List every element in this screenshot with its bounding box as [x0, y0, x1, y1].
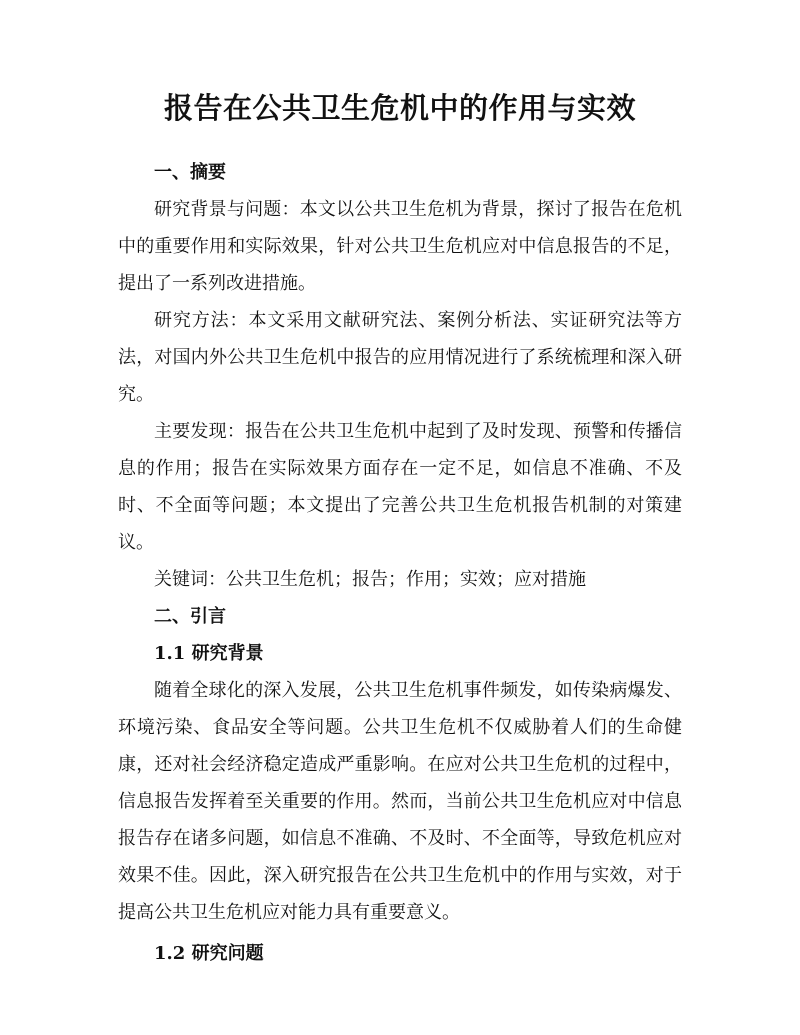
research-question-heading: 1.2 研究问题: [154, 943, 264, 964]
document-title: 报告在公共卫生危机中的作用与实效: [163, 91, 636, 125]
abstract-heading: 一、摘要: [154, 162, 226, 183]
abstract-findings-paragraph: 主要发现：报告在公共卫生危机中起到了及时发现、预警和传播信息的作用；报告在实际效果方面存在一定不足，如信息不准确、不及时、不全面等问题；本文提出了完善公共卫生危机报告机制的对策建议。: [118, 421, 682, 553]
research-background-paragraph: 随着全球化的深入发展，公共卫生危机事件频发，如传染病爆发、环境污染、食品安全等问题。公共卫生危机不仅威胁着人们的生命健康，还对社会经济稳定造成严重影响。在应对公共卫生危机的过程中，信息报告发挥着至关重要的作用。然而，当前公共卫生危机应对中信息报告存在诸多问题，如信息不准确、不及时、不全面等，导致危机应对效果不佳。因此，深入研究报告在公共卫生危机中的作用与实效，对于提高公共卫生危机应对能力具有重要意义。: [118, 680, 682, 923]
abstract-background-paragraph: 研究背景与问题：本文以公共卫生危机为背景，探讨了报告在危机中的重要作用和实际效果，针对公共卫生危机应对中信息报告的不足，提出了一系列改进措施。: [118, 199, 682, 294]
keywords-line: 关键词：公共卫生危机；报告；作用；实效；应对措施: [154, 569, 586, 590]
research-background-heading: 1.1 研究背景: [154, 643, 264, 664]
abstract-methods-paragraph: 研究方法：本文采用文献研究法、案例分析法、实证研究法等方法，对国内外公共卫生危机中报告的应用情况进行了系统梳理和深入研究。: [118, 310, 682, 405]
introduction-heading: 二、引言: [154, 606, 226, 627]
